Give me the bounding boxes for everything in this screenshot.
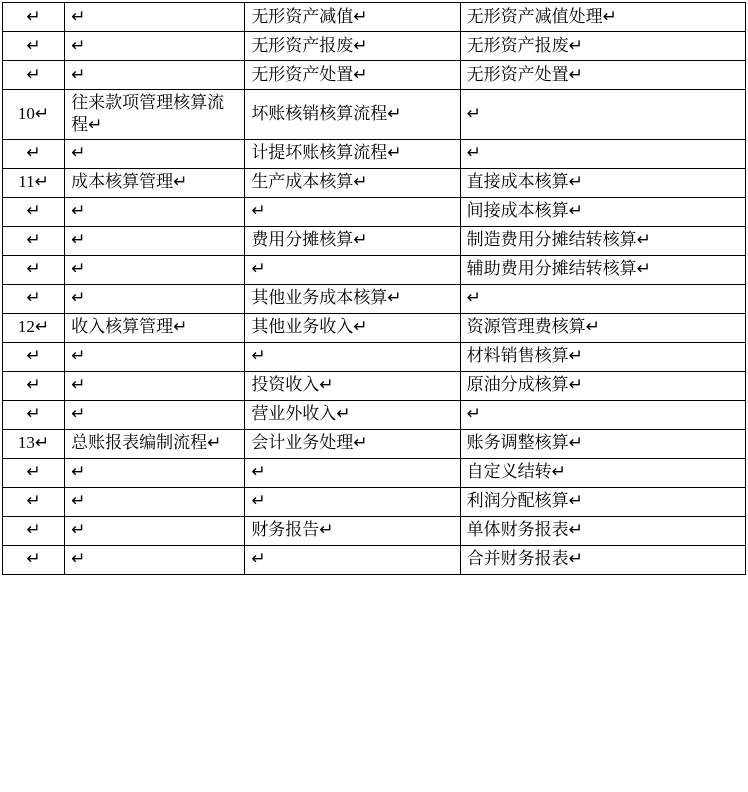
table-cell-r16-c1 — [65, 487, 245, 516]
table-cell-r0-c2 — [245, 3, 460, 32]
table-cell-r17-c0 — [3, 516, 65, 545]
cell-text: 费用分摊核算↵ — [251, 230, 368, 250]
table-cell-r6-c0 — [3, 197, 65, 226]
cell-text: ↵ — [251, 491, 266, 511]
cell-text: 单体财务报表↵ — [466, 520, 583, 540]
table-cell-r15-c0 — [3, 458, 65, 487]
table-row — [3, 429, 746, 458]
cell-text: ↵ — [71, 6, 86, 26]
table-row — [3, 61, 746, 90]
table-row — [3, 32, 746, 61]
table-cell-r2-c3 — [460, 61, 745, 90]
table-cell-r5-c1 — [65, 168, 245, 197]
table-cell-r13-c2 — [245, 400, 460, 429]
cell-text: 无形资产处置↵ — [251, 64, 368, 84]
cell-text: ↵ — [26, 549, 41, 569]
cell-text: ↵ — [466, 103, 481, 123]
cell-text: ↵ — [71, 288, 86, 308]
cell-text: 利润分配核算↵ — [466, 491, 583, 511]
table-cell-r18-c1 — [65, 545, 245, 574]
cell-text: ↵ — [71, 375, 86, 395]
table-row — [3, 516, 746, 545]
table-cell-r9-c3 — [460, 284, 745, 313]
cell-text: ↵ — [26, 35, 41, 55]
table-cell-r15-c1 — [65, 458, 245, 487]
table-cell-r15-c2 — [245, 458, 460, 487]
cell-text: ↵ — [26, 64, 41, 84]
table-cell-r8-c3 — [460, 255, 745, 284]
cell-text: ↵ — [71, 201, 86, 221]
cell-text: ↵ — [26, 520, 41, 540]
table-cell-r4-c1 — [65, 139, 245, 168]
cell-text: 原油分成核算↵ — [466, 375, 583, 395]
table-cell-r16-c2 — [245, 487, 460, 516]
cell-text: 投资收入↵ — [251, 375, 334, 395]
table-cell-r3-c2 — [245, 90, 460, 140]
cell-text: ↵ — [71, 230, 86, 250]
cell-text: 资源管理费核算↵ — [466, 317, 600, 337]
table-cell-r14-c3 — [460, 429, 745, 458]
table-cell-r0-c3 — [460, 3, 745, 32]
table-cell-r17-c2 — [245, 516, 460, 545]
cell-text: ↵ — [71, 143, 86, 163]
table-row — [3, 226, 746, 255]
cell-text: 无形资产减值处理↵ — [466, 6, 617, 26]
table-cell-r13-c1 — [65, 400, 245, 429]
cell-text: ↵ — [251, 462, 266, 482]
cell-text: ↵ — [466, 404, 481, 424]
cell-text: ↵ — [26, 346, 41, 366]
cell-text: ↵ — [251, 346, 266, 366]
table-cell-r9-c2 — [245, 284, 460, 313]
table-cell-r17-c1 — [65, 516, 245, 545]
table-cell-r9-c0 — [3, 284, 65, 313]
cell-text: ↵ — [26, 201, 41, 221]
cell-text: ↵ — [71, 462, 86, 482]
cell-text: 无形资产报废↵ — [251, 35, 368, 55]
cell-text: ↵ — [71, 259, 86, 279]
cell-text: 成本核算管理↵ — [71, 172, 188, 192]
cell-text: 13↵ — [17, 433, 50, 453]
table-cell-r14-c1 — [65, 429, 245, 458]
table-body — [3, 3, 746, 575]
table-cell-r16-c3 — [460, 487, 745, 516]
table-row — [3, 400, 746, 429]
table-cell-r1-c2 — [245, 32, 460, 61]
table-row — [3, 487, 746, 516]
cell-text: 账务调整核算↵ — [466, 433, 583, 453]
cell-text: ↵ — [26, 375, 41, 395]
cell-text: ↵ — [251, 259, 266, 279]
cell-text: 辅助费用分摊结转核算↵ — [466, 259, 651, 279]
cell-text: ↵ — [251, 201, 266, 221]
table-cell-r12-c3 — [460, 371, 745, 400]
cell-text: ↵ — [26, 259, 41, 279]
cell-text: ↵ — [71, 520, 86, 540]
table-cell-r6-c2 — [245, 197, 460, 226]
table-cell-r3-c3 — [460, 90, 745, 140]
table-cell-r11-c1 — [65, 342, 245, 371]
table-cell-r5-c0 — [3, 168, 65, 197]
table-cell-r8-c2 — [245, 255, 460, 284]
cell-text: ↵ — [71, 64, 86, 84]
cell-text: 财务报告↵ — [251, 520, 334, 540]
table-row — [3, 313, 746, 342]
table-cell-r12-c1 — [65, 371, 245, 400]
table-cell-r4-c0 — [3, 139, 65, 168]
table-cell-r10-c1 — [65, 313, 245, 342]
table-cell-r5-c2 — [245, 168, 460, 197]
table-cell-r9-c1 — [65, 284, 245, 313]
table-row — [3, 458, 746, 487]
table-cell-r4-c3 — [460, 139, 745, 168]
cell-text: 计提坏账核算流程↵ — [251, 143, 402, 163]
cell-text: 生产成本核算↵ — [251, 172, 368, 192]
cell-text: ↵ — [71, 346, 86, 366]
table-cell-r18-c0 — [3, 545, 65, 574]
table-cell-r11-c3 — [460, 342, 745, 371]
table-cell-r10-c3 — [460, 313, 745, 342]
cell-text: 直接成本核算↵ — [466, 172, 583, 192]
table-cell-r1-c3 — [460, 32, 745, 61]
table-cell-r0-c0 — [3, 3, 65, 32]
table-cell-r12-c0 — [3, 371, 65, 400]
cell-text: 合并财务报表↵ — [466, 549, 583, 569]
cell-text: ↵ — [26, 230, 41, 250]
table-cell-r13-c0 — [3, 400, 65, 429]
table-row — [3, 3, 746, 32]
cell-text: ↵ — [26, 143, 41, 163]
cell-text: ↵ — [71, 404, 86, 424]
table-cell-r15-c3 — [460, 458, 745, 487]
table-cell-r3-c0 — [3, 90, 65, 140]
table-row — [3, 168, 746, 197]
table-row — [3, 371, 746, 400]
table-cell-r7-c3 — [460, 226, 745, 255]
table-cell-r12-c2 — [245, 371, 460, 400]
cell-text: 无形资产减值↵ — [251, 6, 368, 26]
cell-text: ↵ — [251, 549, 266, 569]
table-cell-r4-c2 — [245, 139, 460, 168]
table-cell-r5-c3 — [460, 168, 745, 197]
table-cell-r10-c2 — [245, 313, 460, 342]
cell-text: 12↵ — [17, 317, 50, 337]
table-row — [3, 284, 746, 313]
table-cell-r6-c3 — [460, 197, 745, 226]
table-row — [3, 342, 746, 371]
table-row — [3, 139, 746, 168]
table-cell-r7-c2 — [245, 226, 460, 255]
table-cell-r2-c1 — [65, 61, 245, 90]
cell-text: 总账报表编制流程↵ — [71, 433, 222, 453]
cell-text: 其他业务收入↵ — [251, 317, 368, 337]
table-row — [3, 197, 746, 226]
table-cell-r14-c0 — [3, 429, 65, 458]
table-cell-r13-c3 — [460, 400, 745, 429]
table-row — [3, 545, 746, 574]
cell-text: ↵ — [26, 288, 41, 308]
cell-text: 无形资产报废↵ — [466, 35, 583, 55]
table-cell-r6-c1 — [65, 197, 245, 226]
cell-text: 无形资产处置↵ — [466, 64, 583, 84]
table-cell-r14-c2 — [245, 429, 460, 458]
table-cell-r18-c3 — [460, 545, 745, 574]
cell-text: 11↵ — [18, 172, 49, 192]
cell-text: 营业外收入↵ — [251, 404, 351, 424]
table-cell-r17-c3 — [460, 516, 745, 545]
cell-text: ↵ — [26, 491, 41, 511]
table-cell-r1-c0 — [3, 32, 65, 61]
table-cell-r11-c2 — [245, 342, 460, 371]
cell-text: 其他业务成本核算↵ — [251, 288, 402, 308]
cell-text: 会计业务处理↵ — [251, 433, 368, 453]
cell-text: ↵ — [466, 143, 481, 163]
table-cell-r2-c0 — [3, 61, 65, 90]
table-cell-r0-c1 — [65, 3, 245, 32]
table-cell-r8-c0 — [3, 255, 65, 284]
cell-text: 材料销售核算↵ — [466, 346, 583, 366]
cell-text: ↵ — [71, 491, 86, 511]
table-cell-r1-c1 — [65, 32, 245, 61]
cell-text: 自定义结转↵ — [466, 462, 566, 482]
table-cell-r16-c0 — [3, 487, 65, 516]
cell-text: 间接成本核算↵ — [466, 201, 583, 221]
table-cell-r3-c1 — [65, 90, 245, 140]
cell-text: ↵ — [466, 288, 481, 308]
table-cell-r7-c0 — [3, 226, 65, 255]
table-row — [3, 255, 746, 284]
table-cell-r11-c0 — [3, 342, 65, 371]
cell-text: 制造费用分摊结转核算↵ — [466, 230, 651, 250]
cell-text: 收入核算管理↵ — [71, 317, 188, 337]
table-cell-r10-c0 — [3, 313, 65, 342]
cell-text: ↵ — [71, 549, 86, 569]
cell-text: 10↵ — [17, 103, 50, 123]
cell-text: 坏账核销核算流程↵ — [251, 103, 402, 123]
table-cell-r7-c1 — [65, 226, 245, 255]
table-cell-r18-c2 — [245, 545, 460, 574]
cell-text: 往来款项管理核算流程↵ — [71, 93, 225, 134]
table-cell-r2-c2 — [245, 61, 460, 90]
cell-text: ↵ — [26, 404, 41, 424]
cell-text: ↵ — [26, 462, 41, 482]
cell-text: ↵ — [71, 35, 86, 55]
cell-text: ↵ — [26, 6, 41, 26]
table-cell-r8-c1 — [65, 255, 245, 284]
business-process-table — [2, 2, 746, 575]
table-row — [3, 90, 746, 140]
